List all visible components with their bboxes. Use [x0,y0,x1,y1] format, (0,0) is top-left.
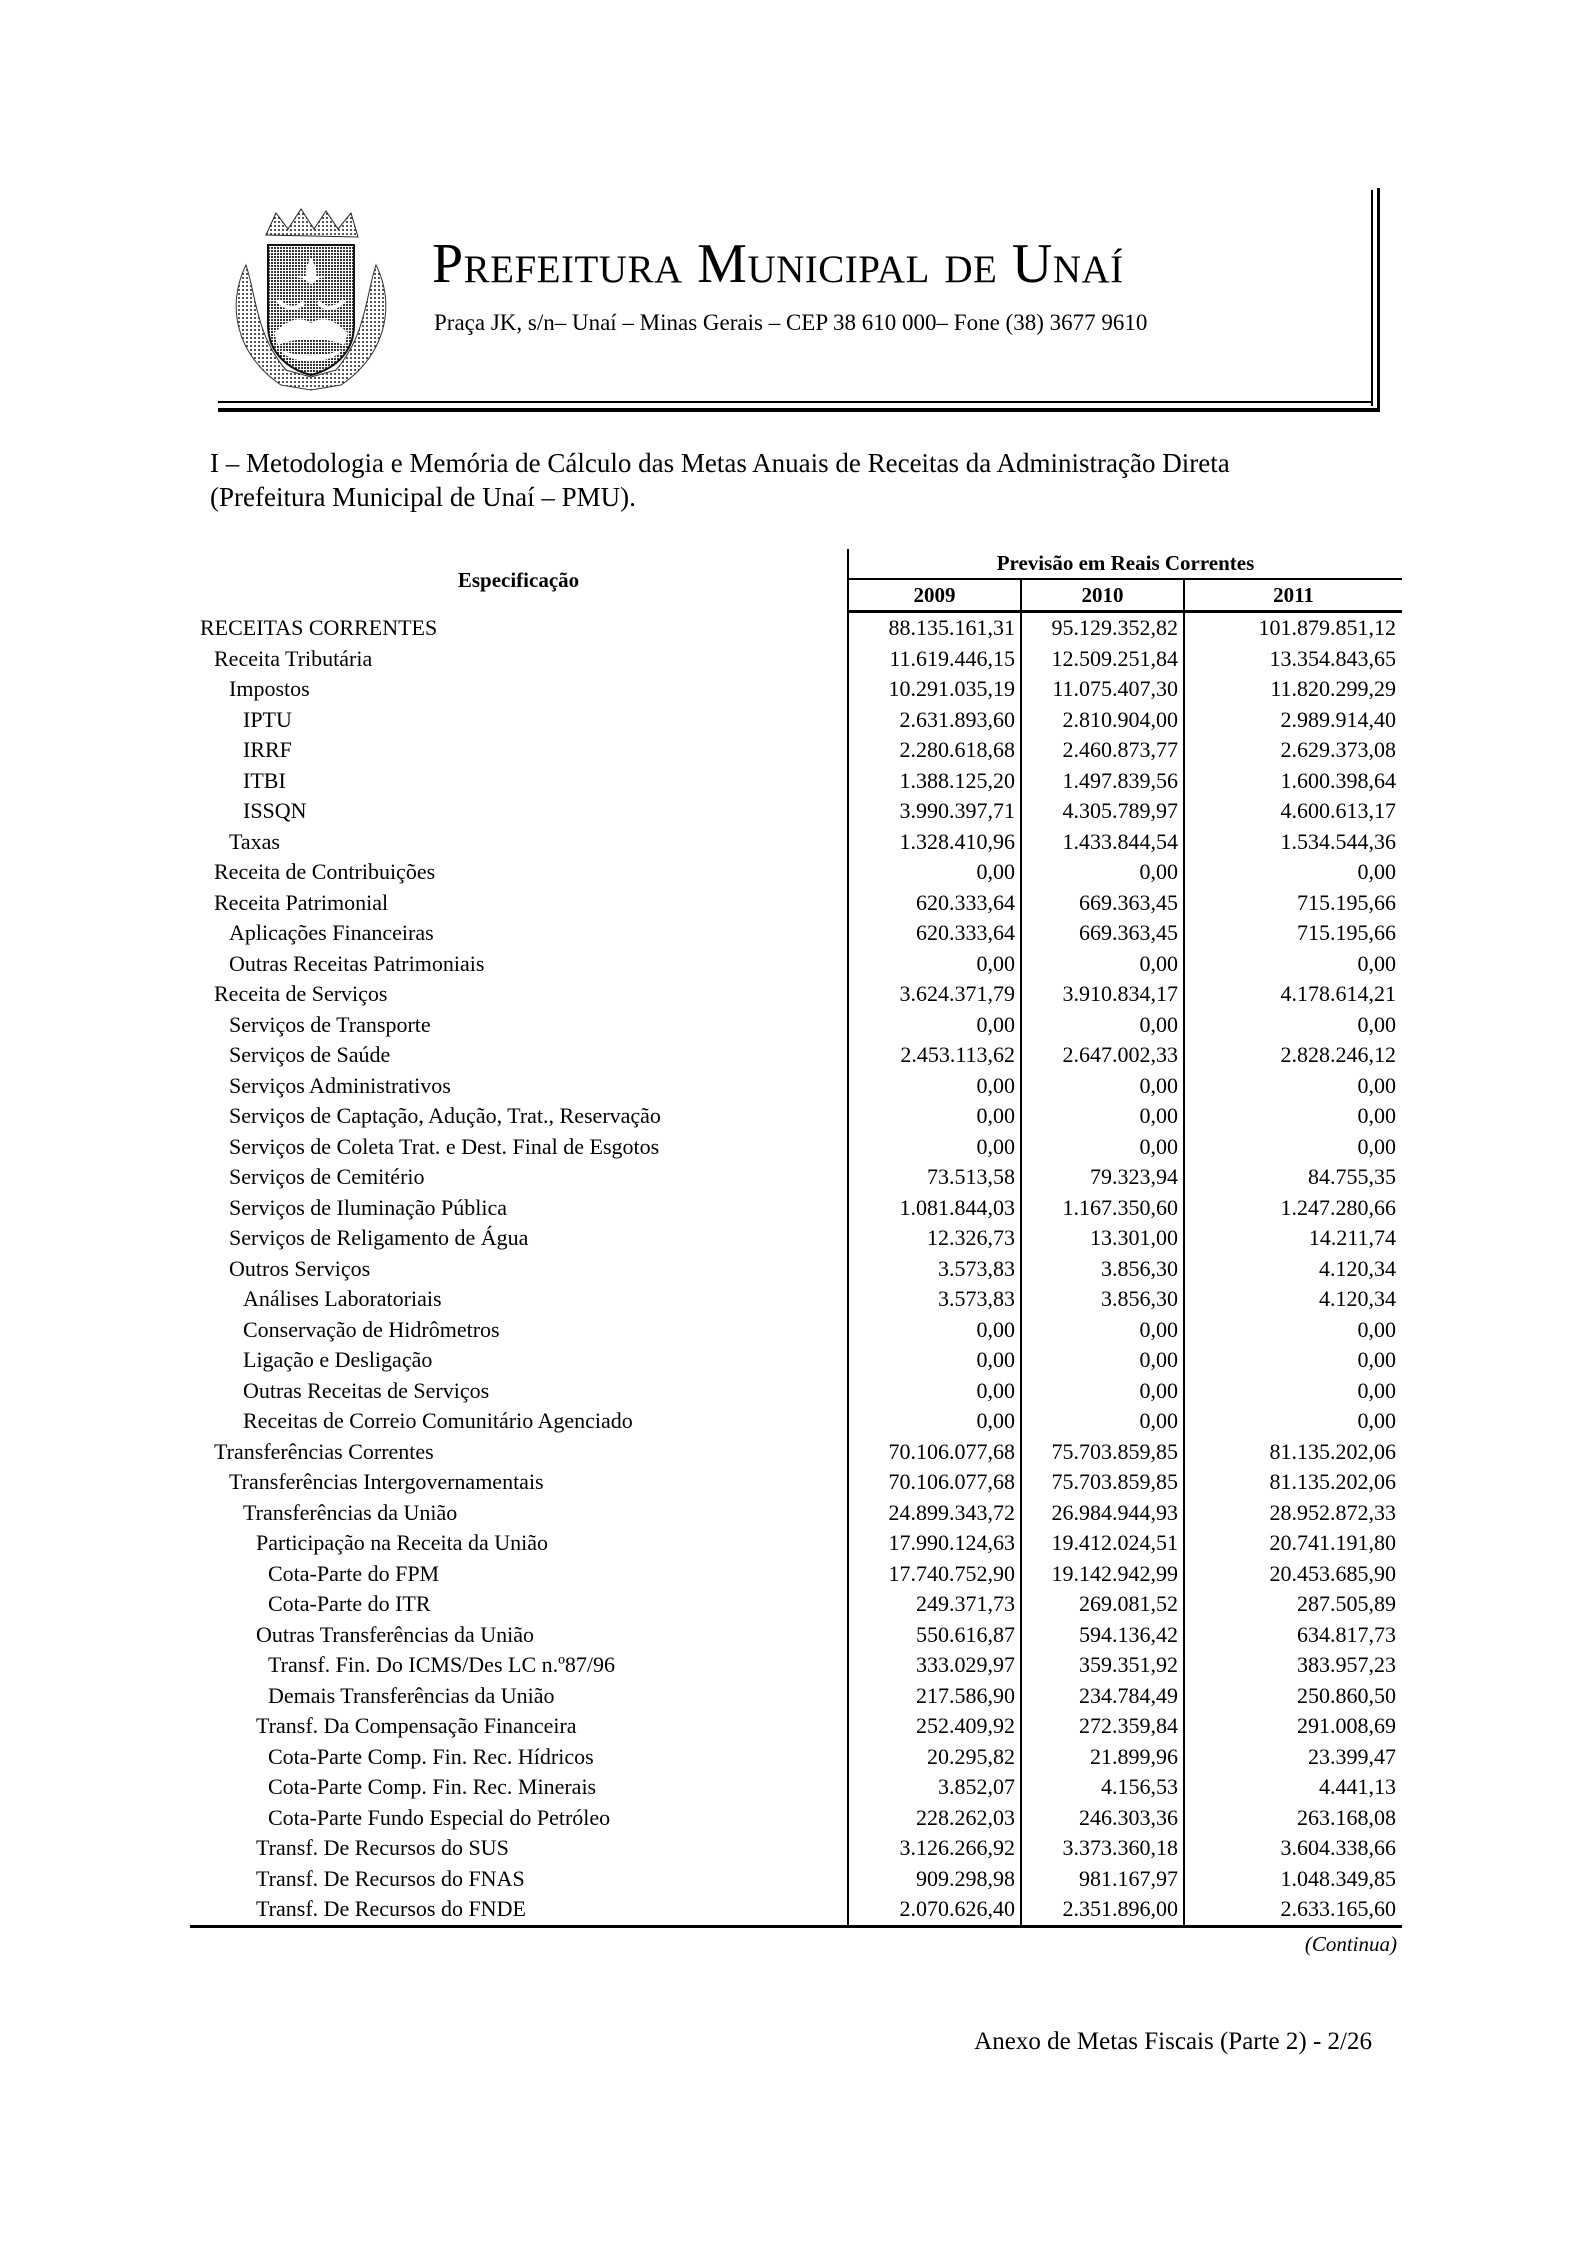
value-2009: 0,00 [848,1010,1021,1041]
row-label: Análises Laboratoriais [190,1284,848,1315]
row-label: Transferências Intergovernamentais [190,1467,848,1498]
row-label: Transf. De Recursos do FNAS [190,1864,848,1895]
table-row [190,1162,1402,1193]
page-header-title: Prefeitura Municipal de Unaí [432,233,1124,295]
value-2010: 12.509.251,84 [1021,644,1184,675]
value-2011: 287.505,89 [1297,1591,1397,1617]
table-row [190,1864,1402,1895]
header-frame-right-outer [1377,188,1380,412]
table-row [190,1467,1402,1498]
row-label: Cota-Parte Comp. Fin. Rec. Hídricos [190,1742,848,1773]
table-row [190,1071,1402,1102]
table-row [190,1711,1402,1742]
row-label: IPTU [190,705,848,736]
value-2009: 0,00 [848,857,1021,888]
value-2011: 250.860,50 [1297,1682,1397,1708]
row-label: Serviços de Coleta Trat. e Dest. Final de Esgotos [190,1132,848,1163]
value-2009: 10.291.035,19 [848,674,1021,705]
value-2011: 4.120,34 [1319,1255,1397,1281]
value-2011: 101.879.851,12 [1258,615,1397,641]
table-row [190,1284,1402,1315]
value-2011: 1.048.349,85 [1280,1865,1397,1891]
value-2011: 383.957,23 [1297,1652,1397,1678]
table-row [190,644,1402,675]
value-2010: 0,00 [1021,1101,1184,1132]
table-row [190,1498,1402,1529]
value-2010: 0,00 [1021,1345,1184,1376]
value-2011: 0,00 [1357,1408,1397,1434]
value-2009: 73.513,58 [848,1162,1021,1193]
intro-line-2: (Prefeitura Municipal de Unaí – PMU). [210,482,636,512]
table-row [190,979,1402,1010]
value-2011: 0,00 [1357,1133,1397,1159]
header-address: Praça JK, s/n– Unaí – Minas Gerais – CEP 38 610 000– Fone (38) 3677 9610 [434,310,1148,335]
value-2009: 0,00 [848,1071,1021,1102]
row-label: Receita Patrimonial [190,888,848,919]
value-2010: 19.142.942,99 [1021,1559,1184,1590]
value-2009: 620.333,64 [848,888,1021,919]
column-group-header-forecast: Previsão em Reais Correntes [848,549,1402,579]
table-row [190,1223,1402,1254]
value-2009: 2.280.618,68 [848,735,1021,766]
row-label: Serviços de Saúde [190,1040,848,1071]
value-2010: 3.910.834,17 [1021,979,1184,1010]
value-2010: 95.129.352,82 [1021,612,1184,644]
value-2011: 0,00 [1357,1072,1397,1098]
value-2010: 0,00 [1021,1406,1184,1437]
value-2010: 594.136,42 [1021,1620,1184,1651]
value-2010: 669.363,45 [1021,918,1184,949]
value-2011: 0,00 [1357,1377,1397,1403]
header-frame-right-inner [1371,190,1373,406]
table-row [190,827,1402,858]
value-2009: 0,00 [848,1132,1021,1163]
table-row [190,1101,1402,1132]
value-2011: 2.989.914,40 [1280,706,1397,732]
value-2010: 79.323,94 [1021,1162,1184,1193]
value-2010: 2.460.873,77 [1021,735,1184,766]
row-label: Transferências Correntes [190,1437,848,1468]
page-footer: Anexo de Metas Fiscais (Parte 2) - 2/26 [974,2028,1372,2055]
value-2009: 11.619.446,15 [848,644,1021,675]
table-row [190,1040,1402,1071]
row-label: Receita de Contribuições [190,857,848,888]
row-label: Serviços Administrativos [190,1071,848,1102]
value-2011: 23.399,47 [1308,1743,1397,1769]
table-row [190,1620,1402,1651]
table-row [190,1772,1402,1803]
value-2010: 75.703.859,85 [1021,1467,1184,1498]
value-2009: 333.029,97 [848,1650,1021,1681]
row-label: RECEITAS CORRENTES [190,612,848,644]
row-label: Serviços de Transporte [190,1010,848,1041]
value-2009: 1.328.410,96 [848,827,1021,858]
row-label: Outras Transferências da União [190,1620,848,1651]
value-2010: 0,00 [1021,1315,1184,1346]
table-row [190,1376,1402,1407]
value-2009: 2.070.626,40 [848,1894,1021,1926]
value-2010: 0,00 [1021,1071,1184,1102]
value-2011: 4.178.614,21 [1280,981,1397,1007]
row-label: Outras Receitas Patrimoniais [190,949,848,980]
value-2010: 3.856,30 [1021,1254,1184,1285]
value-2010: 981.167,97 [1021,1864,1184,1895]
section-intro [210,446,1410,514]
value-2011: 0,00 [1357,950,1397,976]
table-row [190,1132,1402,1163]
value-2010: 0,00 [1021,1010,1184,1041]
value-2011: 20.453.685,90 [1269,1560,1397,1586]
value-2010: 21.899,96 [1021,1742,1184,1773]
value-2011: 11.820.299,29 [1270,676,1397,702]
row-label: Receitas de Correio Comunitário Agenciado [190,1406,848,1437]
value-2009: 3.573,83 [848,1254,1021,1285]
table-row [190,1315,1402,1346]
row-label: Demais Transferências da União [190,1681,848,1712]
value-2011: 84.755,35 [1308,1164,1397,1190]
table-row [190,1254,1402,1285]
value-2011: 1.600.398,64 [1280,767,1397,793]
row-label: Participação na Receita da União [190,1528,848,1559]
table-row [190,796,1402,827]
value-2011: 715.195,66 [1297,920,1397,946]
row-label: IRRF [190,735,848,766]
row-label: Transf. De Recursos do SUS [190,1833,848,1864]
value-2010: 2.647.002,33 [1021,1040,1184,1071]
value-2009: 0,00 [848,1101,1021,1132]
value-2009: 249.371,73 [848,1589,1021,1620]
row-label: Transferências da União [190,1498,848,1529]
value-2009: 0,00 [848,1376,1021,1407]
value-2010: 0,00 [1021,1376,1184,1407]
column-header-specification: Especificação [190,549,848,612]
value-2009: 24.899.343,72 [848,1498,1021,1529]
value-2009: 3.624.371,79 [848,979,1021,1010]
value-2009: 2.631.893,60 [848,705,1021,736]
value-2011: 28.952.872,33 [1269,1499,1397,1525]
value-2009: 20.295,82 [848,1742,1021,1773]
value-2011: 0,00 [1357,1316,1397,1342]
value-2009: 228.262,03 [848,1803,1021,1834]
value-2010: 2.810.904,00 [1021,705,1184,736]
table-row [190,705,1402,736]
row-label: Receita Tributária [190,644,848,675]
value-2009: 0,00 [848,1406,1021,1437]
value-2010: 3.373.360,18 [1021,1833,1184,1864]
value-2010: 1.433.844,54 [1021,827,1184,858]
value-2010: 1.167.350,60 [1021,1193,1184,1224]
value-2010: 272.359,84 [1021,1711,1184,1742]
row-label: Cota-Parte do ITR [190,1589,848,1620]
row-label: Serviços de Iluminação Pública [190,1193,848,1224]
row-label: Serviços de Religamento de Água [190,1223,848,1254]
value-2011: 81.135.202,06 [1269,1438,1397,1464]
revenue-forecast-table [190,549,1402,1928]
table-row [190,1406,1402,1437]
value-2011: 81.135.202,06 [1269,1469,1397,1495]
row-label: Transf. Fin. Do ICMS/Des LC n.º87/96 [190,1650,848,1681]
row-label: Transf. Da Compensação Financeira [190,1711,848,1742]
row-label: Taxas [190,827,848,858]
value-2011: 263.168,08 [1297,1804,1397,1830]
value-2010: 246.303,36 [1021,1803,1184,1834]
value-2011: 4.441,13 [1319,1774,1397,1800]
value-2010: 4.156,53 [1021,1772,1184,1803]
row-label: Cota-Parte Fundo Especial do Petróleo [190,1803,848,1834]
column-header-year: 2010 [1021,579,1184,612]
value-2009: 0,00 [848,1315,1021,1346]
table-row [190,1589,1402,1620]
table-row [190,1437,1402,1468]
value-2010: 0,00 [1021,1132,1184,1163]
value-2011: 291.008,69 [1297,1713,1397,1739]
value-2010: 2.351.896,00 [1021,1894,1184,1926]
row-label: Ligação e Desligação [190,1345,848,1376]
table-row [190,735,1402,766]
table-row [190,1528,1402,1559]
value-2009: 70.106.077,68 [848,1467,1021,1498]
value-2010: 0,00 [1021,949,1184,980]
value-2010: 1.497.839,56 [1021,766,1184,797]
value-2011: 0,00 [1357,859,1397,885]
value-2011: 1.534.544,36 [1280,828,1397,854]
value-2009: 909.298,98 [848,1864,1021,1895]
table-row [190,1345,1402,1376]
row-label: Transf. De Recursos do FNDE [190,1894,848,1926]
intro-line-1: I – Metodologia e Memória de Cálculo das Metas Anuais de Receitas da Administração Direta [210,448,1230,478]
table-row [190,612,1402,644]
row-label: ITBI [190,766,848,797]
value-2009: 620.333,64 [848,918,1021,949]
row-label: Cota-Parte do FPM [190,1559,848,1590]
table-row [190,1894,1402,1926]
value-2009: 3.573,83 [848,1284,1021,1315]
value-2009: 217.586,90 [848,1681,1021,1712]
continuation-note: (Continua) [1304,1932,1397,1956]
value-2011: 0,00 [1357,1011,1397,1037]
row-label: Aplicações Financeiras [190,918,848,949]
row-label: ISSQN [190,796,848,827]
table-row [190,857,1402,888]
value-2011: 2.629.373,08 [1280,737,1397,763]
row-label: Impostos [190,674,848,705]
value-2010: 26.984.944,93 [1021,1498,1184,1529]
value-2009: 2.453.113,62 [848,1040,1021,1071]
table-row [190,1833,1402,1864]
value-2010: 669.363,45 [1021,888,1184,919]
value-2009: 3.852,07 [848,1772,1021,1803]
row-label: Receita de Serviços [190,979,848,1010]
row-label: Cota-Parte Comp. Fin. Rec. Minerais [190,1772,848,1803]
table-row [190,1010,1402,1041]
value-2009: 3.126.266,92 [848,1833,1021,1864]
table-row [190,674,1402,705]
column-header-year: 2009 [848,579,1021,612]
column-header-year: 2011 [1184,579,1402,612]
value-2010: 75.703.859,85 [1021,1437,1184,1468]
value-2009: 17.740.752,90 [848,1559,1021,1590]
table-body [190,612,1402,1927]
value-2011: 2.633.165,60 [1184,1894,1402,1926]
value-2010: 234.784,49 [1021,1681,1184,1712]
value-2011: 14.211,74 [1308,1225,1397,1251]
value-2010: 13.301,00 [1021,1223,1184,1254]
value-2009: 0,00 [848,1345,1021,1376]
value-2009: 17.990.124,63 [848,1528,1021,1559]
value-2010: 19.412.024,51 [1021,1528,1184,1559]
table-row [190,1742,1402,1773]
table-row [190,918,1402,949]
value-2010: 0,00 [1021,857,1184,888]
table-row [190,1681,1402,1712]
table-row [190,888,1402,919]
value-2010: 269.081,52 [1021,1589,1184,1620]
value-2011: 4.120,34 [1319,1286,1397,1312]
table-row [190,1803,1402,1834]
row-label: Outras Receitas de Serviços [190,1376,848,1407]
value-2009: 252.409,92 [848,1711,1021,1742]
coat-of-arms-icon [226,205,396,395]
row-label: Outros Serviços [190,1254,848,1285]
value-2010: 4.305.789,97 [1021,796,1184,827]
value-2011: 0,00 [1357,1347,1397,1373]
value-2011: 20.741.191,80 [1269,1530,1397,1556]
table-row [190,1559,1402,1590]
value-2011: 3.604.338,66 [1280,1835,1397,1861]
header-frame-bottom-inner [218,401,1373,403]
value-2009: 550.616,87 [848,1620,1021,1651]
table-row [190,949,1402,980]
value-2011: 1.247.280,66 [1280,1194,1397,1220]
value-2009: 70.106.077,68 [848,1437,1021,1468]
header-frame-bottom-outer [218,408,1380,412]
value-2011: 0,00 [1357,1103,1397,1129]
value-2009: 0,00 [848,949,1021,980]
value-2009: 1.388.125,20 [848,766,1021,797]
row-label: Conservação de Hidrômetros [190,1315,848,1346]
value-2011: 4.600.613,17 [1280,798,1397,824]
value-2011: 715.195,66 [1297,889,1397,915]
table-row [190,1650,1402,1681]
value-2010: 359.351,92 [1021,1650,1184,1681]
table-row [190,1193,1402,1224]
value-2009: 1.081.844,03 [848,1193,1021,1224]
table-row [190,766,1402,797]
value-2011: 634.817,73 [1297,1621,1397,1647]
value-2009: 12.326,73 [848,1223,1021,1254]
value-2009: 3.990.397,71 [848,796,1021,827]
value-2010: 11.075.407,30 [1021,674,1184,705]
value-2011: 2.828.246,12 [1280,1042,1397,1068]
value-2010: 3.856,30 [1021,1284,1184,1315]
row-label: Serviços de Cemitério [190,1162,848,1193]
value-2009: 88.135.161,31 [848,612,1021,644]
row-label: Serviços de Captação, Adução, Trat., Reservação [190,1101,848,1132]
value-2011: 13.354.843,65 [1269,645,1397,671]
